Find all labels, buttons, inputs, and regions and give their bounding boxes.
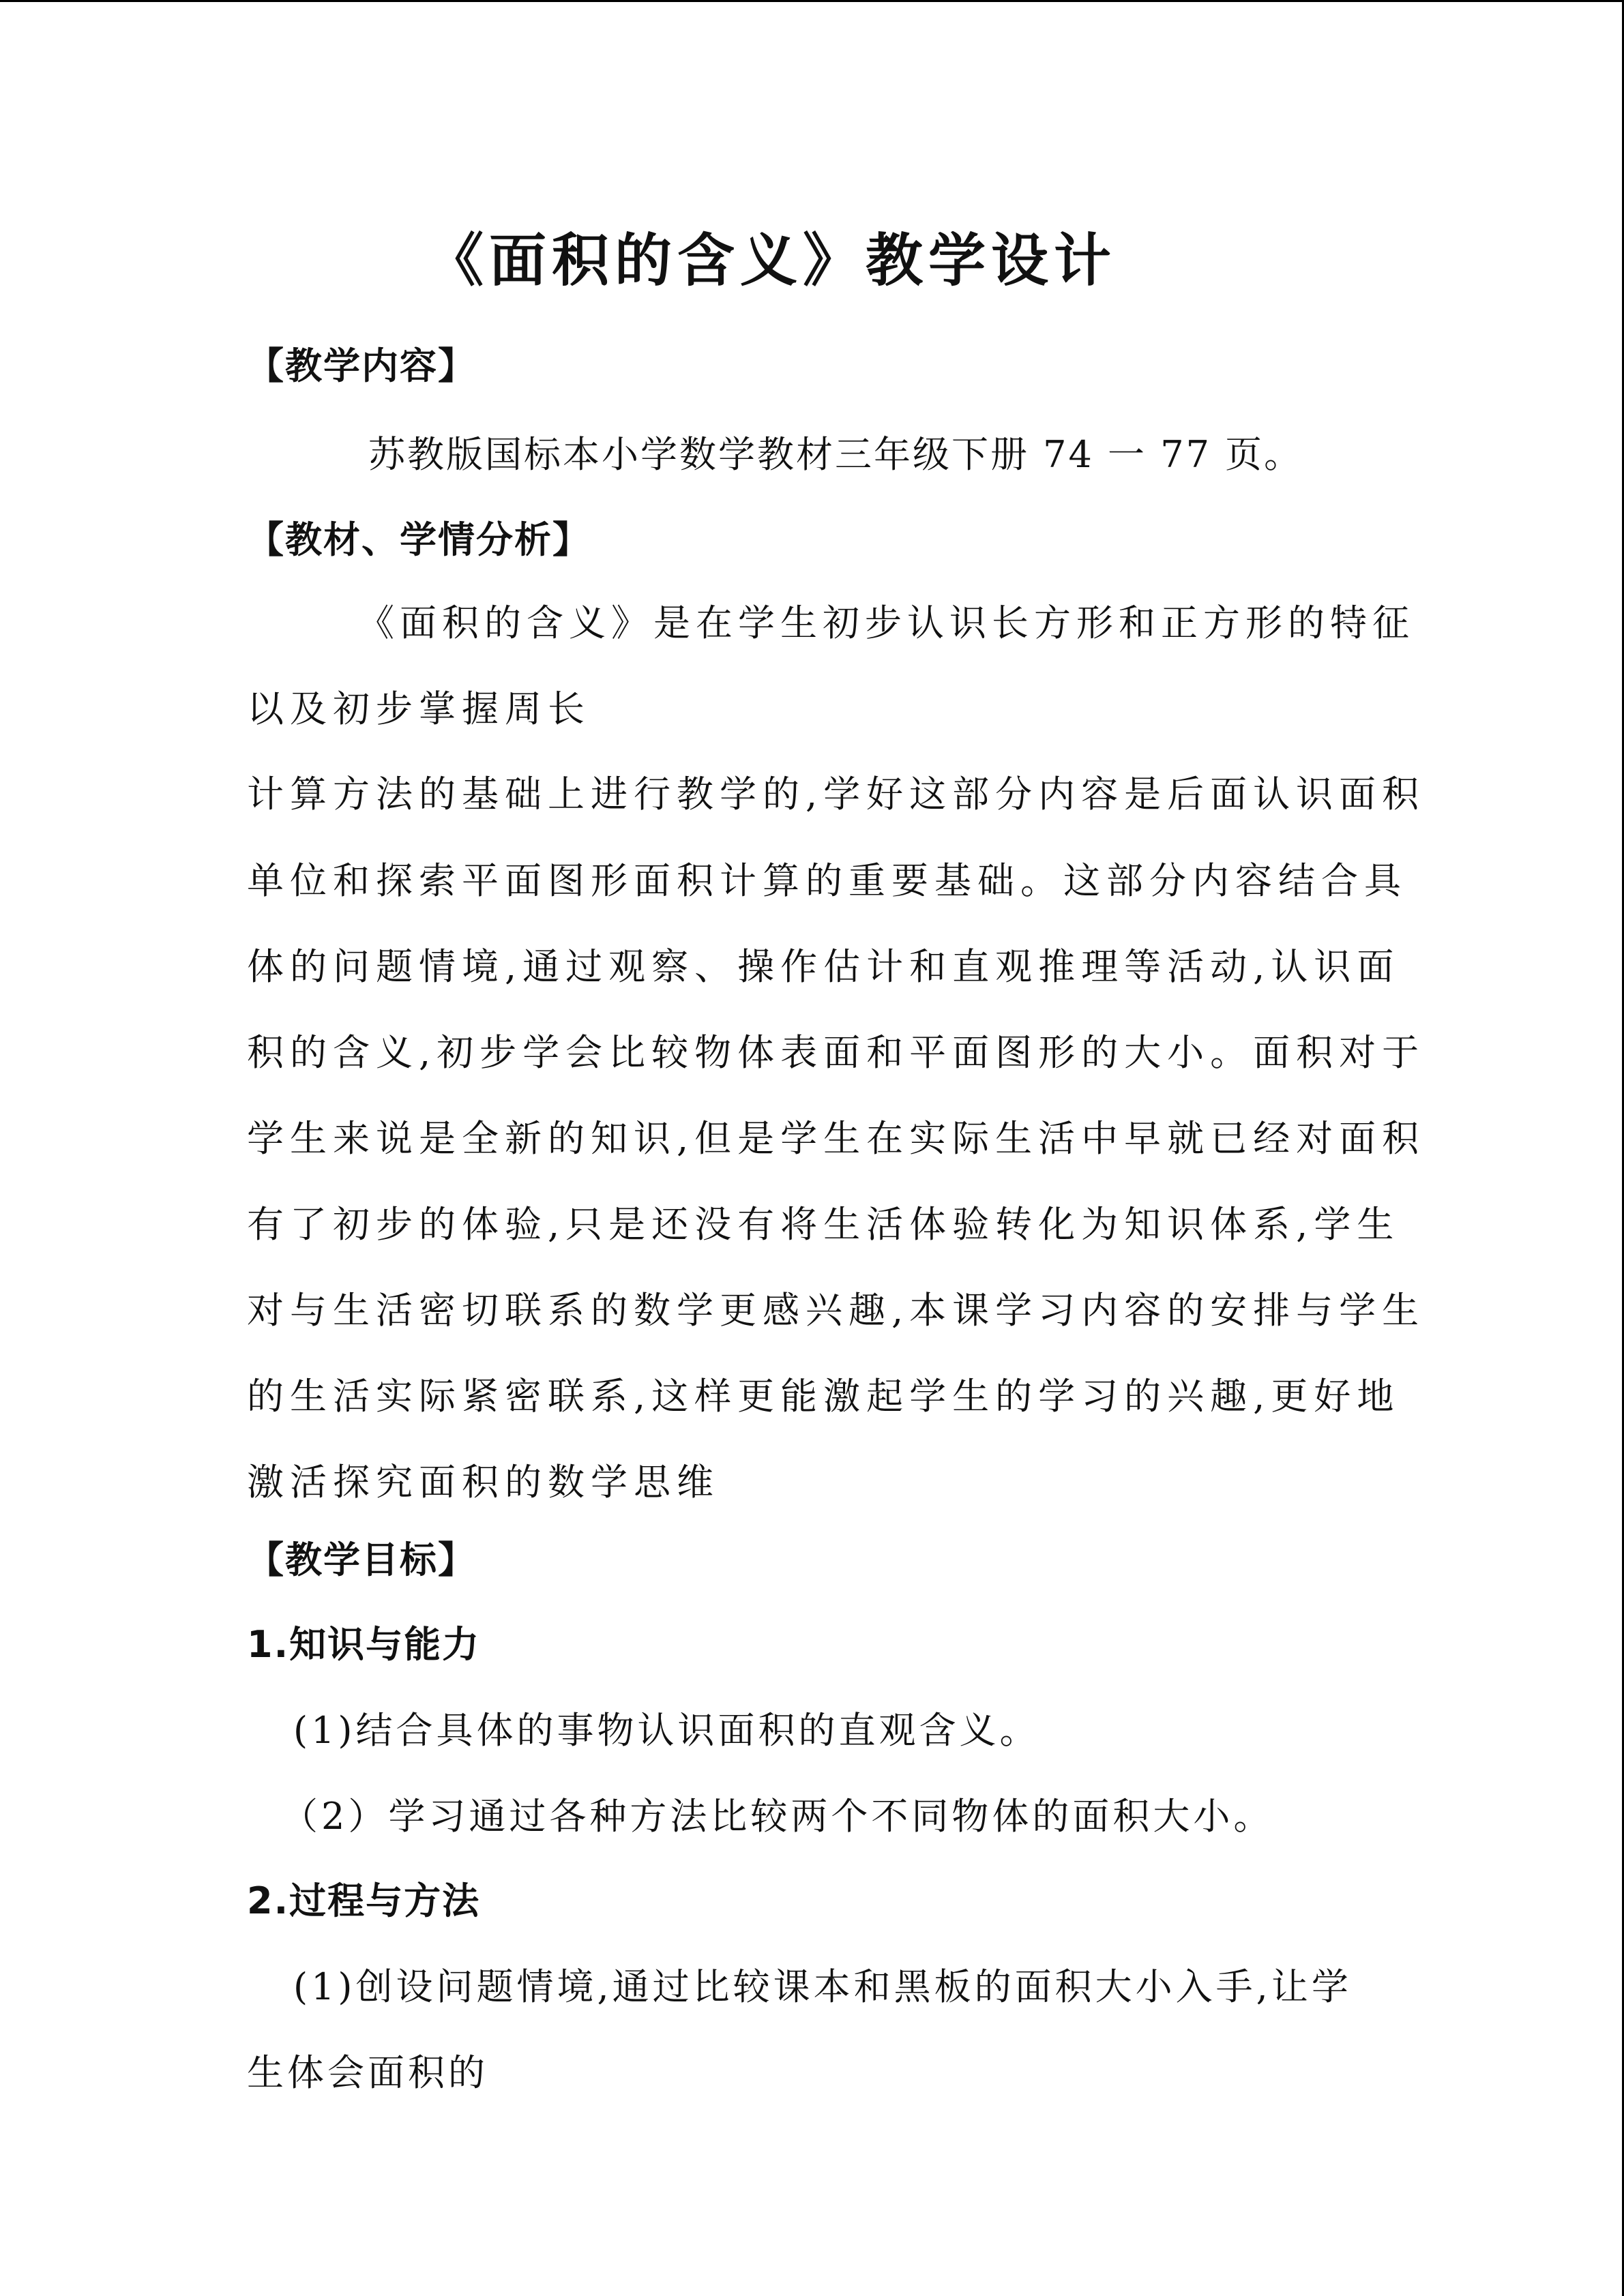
analysis-line: 有了初步的体验,只是还没有将生活体验转化为知识体系,学生 <box>247 1203 1400 1246</box>
document-title: 《面积的含义》教学设计 <box>426 227 1117 294</box>
process-item: 生体会面积的 <box>247 2051 488 2094</box>
analysis-line: 的生活实际紧密联系,这样更能激起学生的学习的兴趣,更好地 <box>247 1375 1400 1418</box>
analysis-line: 单位和探索平面图形面积计算的重要基础。这部分内容结合具 <box>247 859 1407 902</box>
analysis-line: 以及初步掌握周长 <box>247 687 591 730</box>
knowledge-item: （2）学习通过各种方法比较两个不同物体的面积大小。 <box>281 1795 1274 1838</box>
knowledge-item: (1)结合具体的事物认识面积的直观含义。 <box>293 1709 1040 1752</box>
analysis-line: 计算方法的基础上进行教学的,学好这部分内容是后面认识面积 <box>247 773 1426 816</box>
analysis-line: 对与生活密切联系的数学更感兴趣,本课学习内容的安排与学生 <box>247 1289 1426 1332</box>
analysis-line: 《面积的含义》是在学生初步认识长方形和正方形的特征 <box>357 601 1415 644</box>
process-item: (1)创设问题情境,通过比较课本和黑板的面积大小入手,让学 <box>293 1965 1352 2008</box>
analysis-line: 体的问题情境,通过观察、操作估计和直观推理等活动,认识面 <box>247 945 1400 988</box>
content-text: 苏教版国标本小学数学教材三年级下册 74 一 77 页。 <box>368 433 1303 476</box>
subheading-process: 2.过程与方法 <box>247 1879 481 1922</box>
section-heading-analysis: 【教材、学情分析】 <box>247 518 591 561</box>
section-heading-goals: 【教学目标】 <box>247 1538 476 1581</box>
analysis-line: 激活探究面积的数学思维 <box>247 1461 720 1504</box>
section-heading-content: 【教学内容】 <box>247 344 476 387</box>
subheading-knowledge: 1.知识与能力 <box>247 1623 481 1666</box>
analysis-line: 学生来说是全新的知识,但是学生在实际生活中早就已经对面积 <box>247 1117 1426 1160</box>
analysis-line: 积的含义,初步学会比较物体表面和平面图形的大小。面积对于 <box>247 1031 1426 1074</box>
